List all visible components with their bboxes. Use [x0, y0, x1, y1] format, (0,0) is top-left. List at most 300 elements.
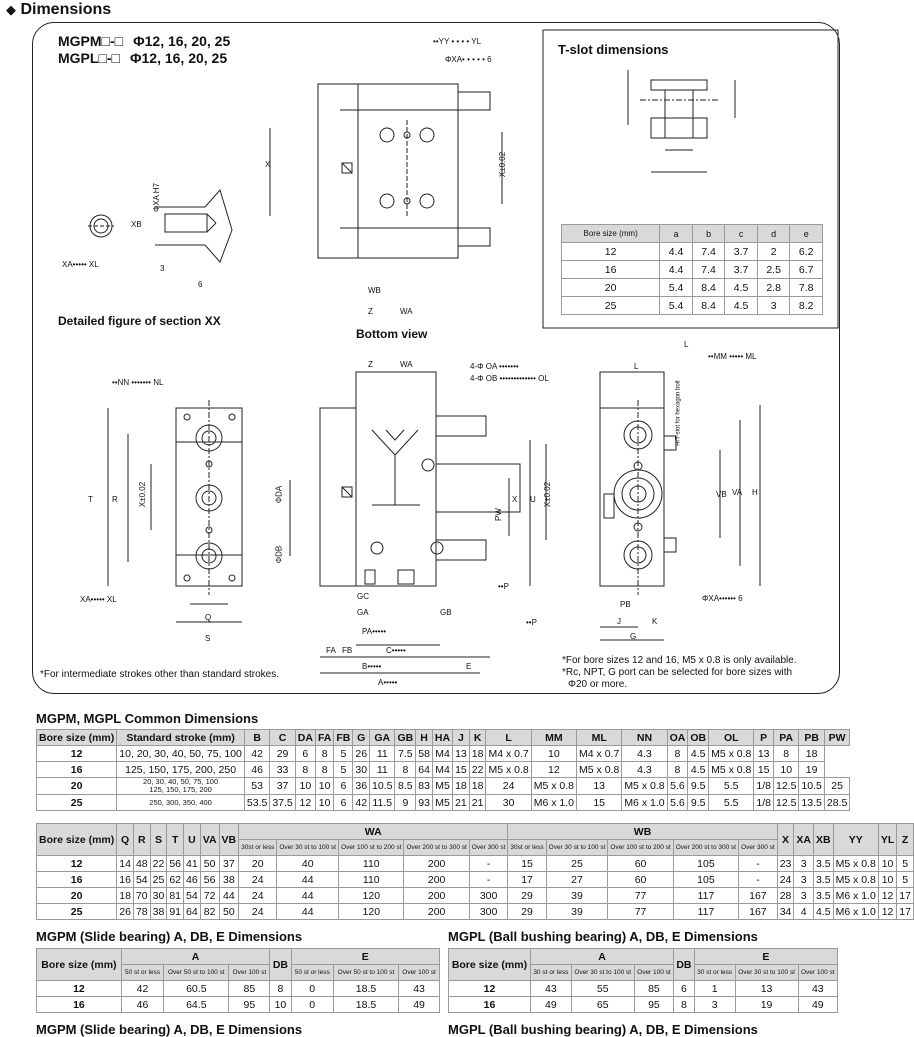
label-fa: FA: [326, 646, 336, 655]
table-cell: 120: [339, 888, 404, 904]
table-cell: 13: [754, 746, 774, 762]
table-cell: 105: [673, 856, 738, 872]
label-three: 3: [160, 264, 165, 273]
label-ga: GA: [357, 608, 369, 617]
table-cell: M6 x 1.0: [531, 795, 576, 811]
table-cell: 2: [757, 243, 790, 261]
table-cell: 8: [667, 762, 688, 778]
header-cell: 30st or less: [239, 840, 277, 856]
table-cell: 3: [794, 872, 814, 888]
tslot-table: [561, 224, 823, 315]
table-cell: 91: [167, 904, 184, 920]
table-cell: 25: [546, 856, 608, 872]
note-strokes: *For intermediate strokes other than standard strokes.: [40, 669, 280, 680]
header-cell: Q: [117, 824, 134, 856]
note-bore-2: *Rc, NPT, G port can be selected for bore sizes with: [562, 667, 793, 678]
table-cell: 24: [777, 872, 794, 888]
label-p: ••P: [498, 582, 509, 591]
table-row: [37, 824, 914, 840]
label-yy-yl: ••YY • • • • YL: [433, 37, 482, 46]
table-cell: 5: [334, 762, 353, 778]
header-cell: Over 50 st to 100 st: [164, 965, 229, 981]
label-l-top: L: [684, 340, 689, 349]
table-cell: 62: [167, 872, 184, 888]
table-cell: 22: [469, 762, 486, 778]
model-row-mgpm: [58, 33, 230, 50]
table-cell: 9: [395, 795, 416, 811]
table-cell: 6.2: [790, 243, 823, 261]
header-cell: ML: [577, 730, 622, 746]
table-cell: 11.5: [370, 795, 395, 811]
header-cell: J: [453, 730, 470, 746]
header-cell: PB: [799, 730, 824, 746]
table-cell: 49: [798, 997, 837, 1013]
table-cell: 25: [37, 904, 117, 920]
table-cell: 60: [608, 872, 673, 888]
header-cell: L: [486, 730, 531, 746]
table-cell: 20, 30, 40, 50, 75, 100 125, 150, 175, 200: [117, 778, 245, 795]
table-cell: 8: [295, 762, 315, 778]
table-cell: 25: [37, 795, 117, 811]
header-cell: Z: [897, 824, 914, 856]
table-cell: 120: [339, 904, 404, 920]
table-cell: 93: [416, 795, 433, 811]
header-cell: H: [416, 730, 433, 746]
table-cell: 28.5: [824, 795, 849, 811]
table-cell: M6 x 1.0: [833, 888, 878, 904]
tslot-header-cell: e: [790, 225, 823, 243]
table-row: [37, 746, 850, 762]
table-cell: 34: [777, 904, 794, 920]
table-cell: 18: [117, 888, 134, 904]
table-cell: M6 x 1.0: [622, 795, 667, 811]
header-cell: DB: [270, 949, 291, 981]
table-cell: 25: [824, 778, 849, 795]
table-cell: 39: [546, 888, 608, 904]
table-cell: 58: [416, 746, 433, 762]
table-cell: 5.6: [667, 795, 688, 811]
label-wa-bottom: WA: [400, 307, 413, 316]
table-cell: 49: [530, 997, 571, 1013]
table-row: [37, 997, 440, 1013]
table-cell: 38: [150, 904, 167, 920]
table-cell: 30: [353, 762, 370, 778]
header-cell: WA: [239, 824, 508, 840]
header-cell: Bore size (mm): [37, 949, 122, 981]
table-cell: 6: [674, 981, 695, 997]
table-cell: 8: [315, 746, 333, 762]
tslot-header-row: [562, 225, 823, 243]
table-cell: 20: [562, 279, 660, 297]
header-cell: Over 200 st to 300 st: [404, 840, 469, 856]
label-xa-end: ΦXA•••••• 6: [702, 594, 743, 603]
table-cell: 15: [577, 795, 622, 811]
table-cell: 5.6: [667, 778, 688, 795]
table-cell: M4: [432, 762, 452, 778]
header-cell: E: [291, 949, 439, 965]
table-cell: 8.4: [692, 297, 725, 315]
table-cell: 10: [270, 997, 291, 1013]
label-c: C•••••: [386, 646, 406, 655]
header-cell: 30 st or less: [694, 965, 735, 981]
tslot-header-cell: a: [660, 225, 693, 243]
header-cell: X: [777, 824, 794, 856]
header-cell: XB: [813, 824, 833, 856]
table-cell: 37: [219, 856, 239, 872]
table-cell: 42: [244, 746, 269, 762]
table-cell: M5: [432, 795, 452, 811]
table-cell: 37: [270, 778, 295, 795]
table-cell: 56: [200, 872, 219, 888]
table-row: [37, 981, 440, 997]
common-dimensions-table-2: [36, 823, 914, 920]
table-cell: 5.5: [709, 795, 754, 811]
header-cell: U: [184, 824, 201, 856]
table-cell: -: [469, 856, 508, 872]
table-row: [37, 949, 440, 965]
table-cell: 49: [399, 997, 440, 1013]
table-cell: 18.5: [333, 981, 398, 997]
common-dimensions-title: MGPM, MGPL Common Dimensions: [36, 711, 259, 726]
table-cell: 12: [531, 762, 576, 778]
table-cell: 11: [370, 746, 395, 762]
table-cell: 26: [353, 746, 370, 762]
table-cell: 8: [773, 746, 798, 762]
section-header: [6, 1, 111, 19]
label-va: VA: [732, 488, 743, 497]
model-bores: Φ12, 16, 20, 25: [133, 33, 231, 49]
table-cell: 12.5: [773, 778, 798, 795]
table-cell: 19: [735, 997, 798, 1013]
label-hex: H/T-slot for hexagon bolt: [675, 380, 682, 446]
table-cell: 15: [754, 762, 774, 778]
table-cell: 12: [562, 243, 660, 261]
table-cell: M4 x 0.7: [577, 746, 622, 762]
table-cell: 43: [399, 981, 440, 997]
common-dimensions-table-1: [36, 729, 850, 811]
table-cell: 17: [897, 904, 914, 920]
table-cell: 3.7: [725, 261, 758, 279]
label-wa: WA: [400, 360, 413, 369]
label-pb: PB: [620, 600, 631, 609]
table-cell: 12: [37, 746, 117, 762]
table-cell: 8: [667, 746, 688, 762]
table-cell: 21: [453, 795, 470, 811]
table-cell: 17: [897, 888, 914, 904]
table-cell: 65: [571, 997, 634, 1013]
table-cell: 117: [673, 904, 738, 920]
table-cell: 82: [200, 904, 219, 920]
header-cell: Over 30 st to 100 st: [735, 965, 798, 981]
table-cell: 77: [608, 888, 673, 904]
table-cell: 4.3: [622, 746, 667, 762]
table-cell: 5.4: [660, 279, 693, 297]
label-xa-detail: XA••••• XL: [62, 260, 99, 269]
label-gc: GC: [357, 592, 369, 601]
table-cell: 21: [469, 795, 486, 811]
table-cell: 2.5: [757, 261, 790, 279]
header-cell: Over 100 st: [229, 965, 270, 981]
label-pw: PW: [493, 508, 503, 521]
table-cell: 85: [634, 981, 673, 997]
table-cell: 36: [353, 778, 370, 795]
table-cell: 95: [229, 997, 270, 1013]
table-cell: 8: [315, 762, 333, 778]
header-cell: OB: [688, 730, 709, 746]
table-cell: M5 x 0.8: [486, 762, 531, 778]
header-cell: OL: [709, 730, 754, 746]
model-name: MGPL□-□: [58, 50, 121, 66]
table-cell: M4 x 0.7: [486, 746, 531, 762]
label-s: S: [205, 634, 211, 643]
table-row: [37, 904, 914, 920]
table-cell: 15: [453, 762, 470, 778]
table-cell: 78: [133, 904, 150, 920]
note-bore-1: *For bore sizes 12 and 16, M5 x 0.8 is only available.: [562, 655, 797, 666]
header-cell: A: [530, 949, 673, 965]
table-cell: 125, 150, 175, 200, 250: [117, 762, 245, 778]
table-row: [37, 888, 914, 904]
header-cell: NN: [622, 730, 667, 746]
table-cell: 7.4: [692, 261, 725, 279]
table-row: [37, 856, 914, 872]
header-cell: B: [244, 730, 269, 746]
table-cell: 30: [150, 888, 167, 904]
table-cell: 3.5: [813, 872, 833, 888]
header-cell: E: [694, 949, 837, 965]
table-cell: 4.5: [813, 904, 833, 920]
header-cell: PW: [824, 730, 849, 746]
table-cell: 44: [219, 888, 239, 904]
header-cell: 50 st or less: [121, 965, 163, 981]
table-cell: 50: [219, 904, 239, 920]
table-cell: 8: [270, 981, 291, 997]
table-cell: 4.4: [660, 261, 693, 279]
label-h: H: [752, 488, 758, 497]
label-six: 6: [198, 280, 203, 289]
header-cell: Over 100 st: [634, 965, 673, 981]
table-row: [37, 795, 850, 811]
tslot-header-cell: d: [757, 225, 790, 243]
label-mm-ml: ••MM ••••• ML: [708, 352, 757, 361]
table-cell: 72: [200, 888, 219, 904]
section-title: Dimensions: [20, 1, 112, 18]
table-cell: 26: [117, 904, 134, 920]
mgpl-table: [448, 948, 838, 1013]
table-cell: 2.8: [757, 279, 790, 297]
table-cell: 16: [37, 997, 122, 1013]
label-x-tol-end: X±0.02: [543, 481, 553, 508]
table-cell: 54: [133, 872, 150, 888]
table-cell: 200: [404, 856, 469, 872]
table-cell: 167: [739, 888, 778, 904]
table-cell: 29: [508, 904, 546, 920]
header-cell: MM: [531, 730, 576, 746]
table-cell: 4.4: [660, 243, 693, 261]
table-row: [449, 949, 838, 965]
mgpl-title-repeat: MGPL (Ball bushing bearing) A, DB, E Dimensions: [448, 1022, 758, 1037]
label-r: R: [112, 495, 118, 504]
table-cell: 5: [897, 856, 914, 872]
table-cell: 12: [449, 981, 531, 997]
table-cell: 3.5: [813, 888, 833, 904]
label-xb: XB: [131, 220, 142, 229]
table-cell: 10, 20, 30, 40, 50, 75, 100: [117, 746, 245, 762]
table-cell: 12: [878, 904, 896, 920]
table-cell: 6: [334, 795, 353, 811]
table-cell: 10: [295, 778, 315, 795]
table-cell: 46: [121, 997, 163, 1013]
table-cell: 18: [453, 778, 470, 795]
header-cell: YY: [833, 824, 878, 856]
header-cell: Over 30 st to 100 st: [546, 840, 608, 856]
table-cell: 10.5: [370, 778, 395, 795]
table-cell: M5 x 0.8: [709, 746, 754, 762]
table-cell: 110: [339, 872, 404, 888]
label-p2: ••P: [526, 618, 537, 627]
table-cell: 13: [453, 746, 470, 762]
header-cell: R: [133, 824, 150, 856]
table-cell: 39: [546, 904, 608, 920]
label-wb-bottom: WB: [368, 286, 381, 295]
label-gb: GB: [440, 608, 452, 617]
label-b: B•••••: [362, 662, 382, 671]
tslot-caption: T-slot dimensions: [558, 42, 669, 57]
table-cell: 10: [315, 795, 333, 811]
header-cell: DB: [674, 949, 695, 981]
table-cell: 37.5: [270, 795, 295, 811]
table-cell: 15: [508, 856, 546, 872]
header-cell: Over 100 st to 200 st: [608, 840, 673, 856]
label-a: A•••••: [378, 678, 398, 687]
table-cell: 4.3: [622, 762, 667, 778]
model-row-mgpl: [58, 50, 230, 67]
label-q: Q: [205, 613, 212, 622]
label-z: Z: [368, 360, 373, 369]
table-cell: 60.5: [164, 981, 229, 997]
table-cell: 200: [404, 904, 469, 920]
table-cell: M5 x 0.8: [833, 872, 878, 888]
table-cell: 46: [184, 872, 201, 888]
table-cell: 6: [334, 778, 353, 795]
table-cell: 5: [897, 872, 914, 888]
header-cell: 30st or less: [508, 840, 546, 856]
header-cell: Over 200 st to 300 st: [673, 840, 738, 856]
table-cell: 60: [608, 856, 673, 872]
table-cell: 7.5: [395, 746, 416, 762]
table-cell: M5 x 0.8: [622, 778, 667, 795]
table-cell: 3.5: [813, 856, 833, 872]
table-cell: 6.7: [790, 261, 823, 279]
table-cell: 10: [773, 762, 798, 778]
label-x-tol: X±0.02: [498, 151, 508, 178]
header-cell: XA: [794, 824, 814, 856]
mgpl-title: MGPL (Ball bushing bearing) A, DB, E Dimensions: [448, 929, 758, 944]
table-cell: 250, 300, 350, 400: [117, 795, 245, 811]
table-cell: 8: [674, 997, 695, 1013]
table-cell: 300: [469, 888, 508, 904]
table-cell: 44: [277, 872, 339, 888]
table-cell: 30: [486, 795, 531, 811]
table-cell: 42: [353, 795, 370, 811]
table-cell: 20: [37, 888, 117, 904]
header-cell: OA: [667, 730, 688, 746]
table-cell: -: [739, 872, 778, 888]
note-bore-3: Φ20 or more.: [568, 679, 628, 690]
table-row: [562, 297, 823, 315]
header-cell: P: [754, 730, 774, 746]
bottom-view-caption: Bottom view: [356, 327, 428, 341]
table-cell: -: [469, 872, 508, 888]
table-cell: 12.5: [773, 795, 798, 811]
label-oa: 4-Φ OA •••••••: [470, 362, 519, 371]
table-cell: 41: [184, 856, 201, 872]
table-cell: 3: [694, 997, 735, 1013]
header-cell: Over 50 st to 100 st: [333, 965, 398, 981]
table-cell: 24: [239, 872, 277, 888]
table-row: [449, 981, 838, 997]
table-cell: 46: [244, 762, 269, 778]
label-u: U: [530, 495, 536, 504]
header-cell: Bore size (mm): [37, 824, 117, 856]
diamond-bullet-icon: ◆: [6, 2, 16, 17]
table-cell: 110: [339, 856, 404, 872]
table-cell: 8.2: [790, 297, 823, 315]
table-cell: 64: [184, 904, 201, 920]
table-cell: M5 x 0.8: [531, 778, 576, 795]
table-cell: 42: [121, 981, 163, 997]
table-cell: 64.5: [164, 997, 229, 1013]
table-cell: 53.5: [244, 795, 269, 811]
table-cell: 16: [449, 997, 531, 1013]
table-cell: 3.7: [725, 243, 758, 261]
label-fb: FB: [342, 646, 353, 655]
table-cell: M5 x 0.8: [709, 762, 754, 778]
table-cell: 48: [133, 856, 150, 872]
table-cell: 18: [469, 778, 486, 795]
table-cell: 50: [200, 856, 219, 872]
table-cell: 40: [277, 856, 339, 872]
table-cell: 33: [270, 762, 295, 778]
table-cell: 29: [270, 746, 295, 762]
table-cell: 12: [37, 856, 117, 872]
label-xa-xl: XA••••• XL: [80, 595, 117, 604]
table-cell: 77: [608, 904, 673, 920]
table-cell: 29: [508, 888, 546, 904]
table-cell: 24: [239, 888, 277, 904]
header-cell: DA: [295, 730, 315, 746]
table-cell: 25: [150, 872, 167, 888]
table-cell: 5.5: [709, 778, 754, 795]
table-row: [37, 778, 850, 795]
label-t: T: [88, 495, 93, 504]
table-cell: 14: [117, 856, 134, 872]
table-row: [37, 872, 914, 888]
label-x: X: [265, 160, 271, 169]
table-cell: 3: [794, 856, 814, 872]
table-cell: 18.5: [333, 997, 398, 1013]
table-cell: 16: [37, 762, 117, 778]
table-cell: 300: [469, 904, 508, 920]
table-cell: 44: [277, 904, 339, 920]
header-cell: Bore size (mm): [449, 949, 531, 981]
table-cell: 16: [562, 261, 660, 279]
table-cell: 85: [229, 981, 270, 997]
table-row: [562, 261, 823, 279]
table-cell: 1: [694, 981, 735, 997]
table-cell: 18: [799, 746, 824, 762]
table-cell: 54: [184, 888, 201, 904]
